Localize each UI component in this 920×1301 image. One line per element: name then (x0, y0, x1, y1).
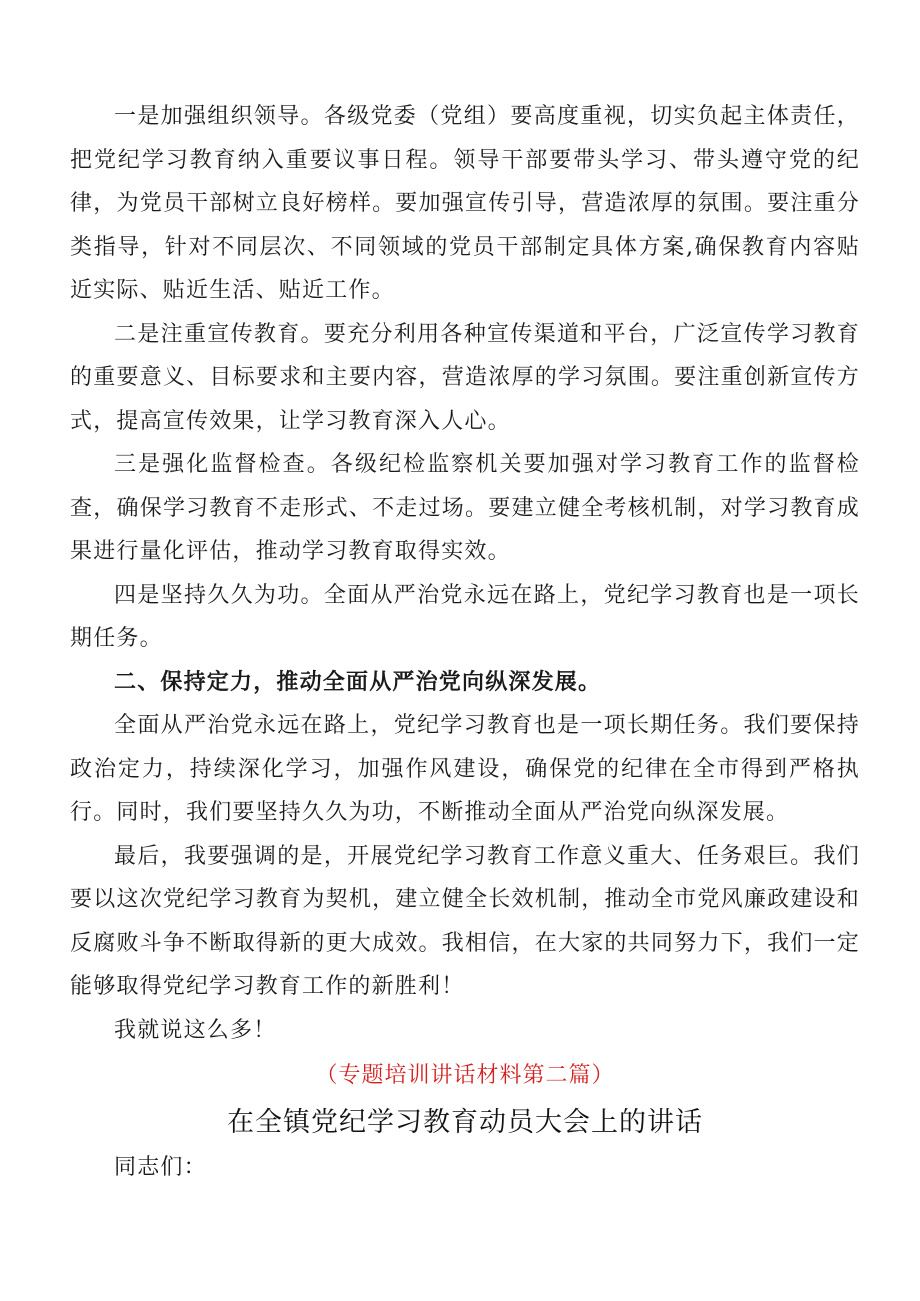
paragraph-political-resolve: 全面从严治党永远在路上，党纪学习教育也是一项长期任务。我们要保持政治定力，持续深化学习，加强作风建设，确保党的纪律在全市得到严格执行。同时，我们要坚持久久为功，不断推动全面从严治党向纵深发展。 (70, 713, 860, 825)
paragraph-organization-leadership: 一是加强组织领导。各级党委（党组）要高度重视，切实负起主体责任，把党纪学习教育纳入重要议事日程。领导干部要带头学习、带头遵守党的纪律，为党员干部树立良好榜样。要加强宣传引导，营造浓厚的氛围。要注重分类指导，针对不同层次、不同领域的党员干部制定具体方案,确保教育内容贴近实际、贴近生活、贴近工作。 (70, 104, 860, 303)
document-title: 在全镇党纪学习教育动员大会上的讲话 (227, 1107, 703, 1138)
document-body (70, 95, 860, 1188)
paragraph-publicity-education: 二是注重宣传教育。要充分利用各种宣传渠道和平台，广泛宣传学习教育的重要意义、目标要求和主要内容，营造浓厚的学习氛围。要注重创新宣传方式，提高宣传效果，让学习教育深入人心。 (70, 321, 860, 434)
section-heading: 二、保持定力，推动全面从严治党向纵深发展。 (114, 668, 602, 695)
salutation: 同志们： (114, 1155, 207, 1180)
document-subtitle: （专题培训讲话材料第二篇） (315, 1063, 615, 1088)
paragraph-closing: 我就说这么多！ (114, 1017, 277, 1043)
paragraph-supervision-inspection: 三是强化监督检查。各级纪检监察机关要加强对学习教育工作的监督检查，确保学习教育不走形式、不走过场。要建立健全考核机制，对学习教育成果进行量化评估，推动学习教育取得实效。 (70, 452, 860, 564)
paragraph-persistence: 四是坚持久久为功。全面从严治党永远在路上，党纪学习教育也是一项长期任务。 (70, 582, 860, 651)
paragraph-conclusion: 最后，我要强调的是，开展党纪学习教育工作意义重大、任务艰巨。我们要以这次党纪学习教育为契机，建立健全长效机制，推动全市党风廉政建设和反腐败斗争不断取得新的更大成效。我相信，在大家的共同努力下，我们一定能够取得党纪学习教育工作的新胜利！ (70, 843, 860, 999)
